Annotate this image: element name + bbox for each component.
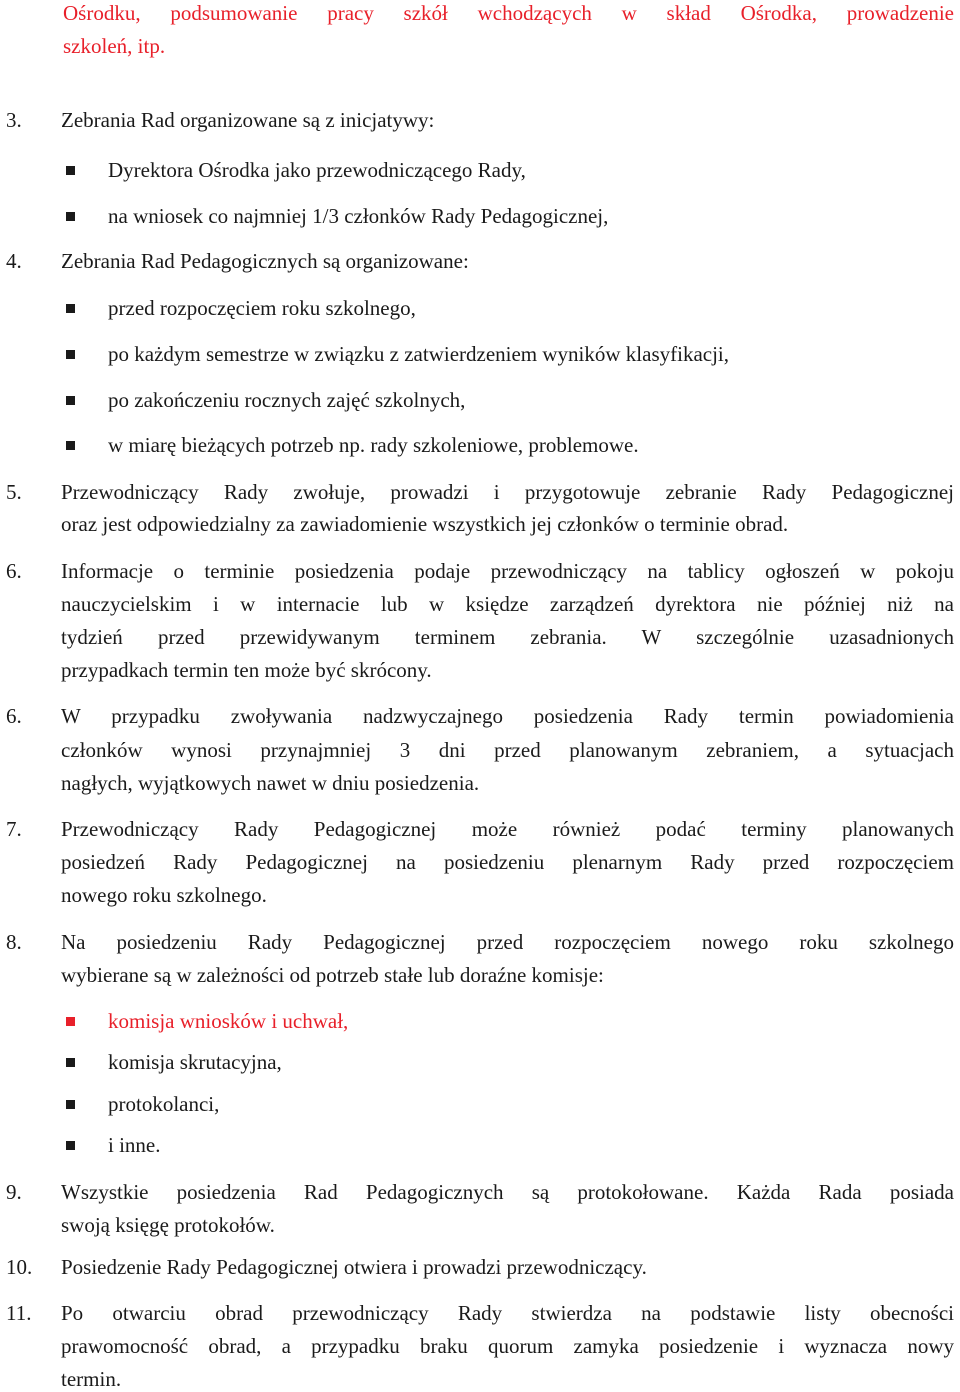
item-8-line-2: wybierane są w zależności od potrzeb stałe lub doraźne komisje: [61, 963, 604, 987]
item-6a-number: 6. [6, 559, 22, 583]
item-3-bullet-2: na wniosek co najmniej 1/3 członków Rady Pedagogicznej, [108, 204, 609, 228]
item-7-line-3: nowego roku szkolnego. [61, 883, 267, 907]
item-9-number: 9. [6, 1180, 22, 1204]
item-4-bullet-3: po zakończeniu rocznych zajęć szkolnych, [108, 388, 466, 412]
bullet-square-icon [66, 295, 76, 321]
bullet-square-icon [66, 1049, 76, 1075]
item-3-text: Zebrania Rad organizowane są z inicjatywy: [61, 108, 435, 132]
bullet-square-icon [66, 387, 76, 413]
item-10-text: Posiedzenie Rady Pedagogicznej otwiera i prowadzi przewodniczący. [61, 1255, 647, 1279]
item-4-number: 4. [6, 249, 22, 273]
item-5-line-1: Przewodniczący Rady zwołuje, prowadzi i przygotowuje zebranie Rady Pedagogicznej [61, 480, 954, 504]
bullet-square-icon [66, 157, 76, 183]
item-6a-line-3: tydzień przed przewidywanym terminem zebrania. W szczególnie uzasadnionych [61, 625, 954, 649]
item-8-number: 8. [6, 930, 22, 954]
bullet-square-icon [66, 1091, 76, 1117]
item-4-bullet-1: przed rozpoczęciem roku szkolnego, [108, 296, 416, 320]
item-4-bullet-4: w miarę bieżących potrzeb np. rady szkoleniowe, problemowe. [108, 433, 639, 457]
item-11-number: 11. [6, 1301, 32, 1325]
intro-line-1: Ośrodku, podsumowanie pracy szkół wchodzących w skład Ośrodka, prowadzenie [63, 1, 954, 25]
bullet-square-icon [66, 1008, 76, 1034]
item-8-bullet-4: i inne. [108, 1133, 161, 1157]
item-8-bullet-2: komisja skrutacyjna, [108, 1050, 282, 1074]
item-6b-line-2: członków wynosi przynajmniej 3 dni przed planowanym zebraniem, a sytuacjach [61, 738, 954, 762]
item-10-number: 10. [6, 1255, 33, 1279]
bullet-square-icon [66, 1132, 76, 1158]
item-9-line-2: swoją księgę protokołów. [61, 1213, 275, 1237]
item-8-bullet-3: protokolanci, [108, 1092, 220, 1116]
item-6b-line-3: nagłych, wyjątkowych nawet w dniu posiedzenia. [61, 771, 480, 795]
item-6a-line-4: przypadkach termin ten może być skrócony. [61, 658, 432, 682]
item-11-line-2: prawomocność obrad, a przypadku braku quorum zamyka posiedzenie i wyznacza nowy [61, 1334, 954, 1358]
item-4-bullet-2: po każdym semestrze w związku z zatwierdzeniem wyników klasyfikacji, [108, 342, 730, 366]
item-6b-line-1: W przypadku zwoływania nadzwyczajnego posiedzenia Rady termin powiadomienia [61, 704, 954, 728]
item-8-line-1: Na posiedzeniu Rady Pedagogicznej przed rozpoczęciem nowego roku szkolnego [61, 930, 954, 954]
item-7-number: 7. [6, 817, 22, 841]
item-7-line-1: Przewodniczący Rady Pedagogicznej może również podać terminy planowanych [61, 817, 954, 841]
intro-line-2: szkoleń, itp. [63, 34, 166, 58]
item-5-line-2: oraz jest odpowiedzialny za zawiadomienie wszystkich jej członków o terminie obrad. [61, 512, 789, 536]
item-6b-number: 6. [6, 704, 22, 728]
item-6a-line-2: nauczycielskim i w internacie lub w księdze zarządzeń dyrektora nie później niż na [61, 592, 954, 616]
item-3-bullet-1: Dyrektora Ośrodka jako przewodniczącego Rady, [108, 158, 526, 182]
item-11-line-3: termin. [61, 1367, 122, 1391]
item-9-line-1: Wszystkie posiedzenia Rad Pedagogicznych są protokołowane. Każda Rada posiada [61, 1180, 954, 1204]
item-5-number: 5. [6, 480, 22, 504]
item-4-text: Zebrania Rad Pedagogicznych są organizowane: [61, 249, 469, 273]
bullet-square-icon [66, 341, 76, 367]
bullet-square-icon [66, 203, 76, 229]
bullet-square-icon [66, 432, 76, 458]
item-8-bullet-1: komisja wniosków i uchwał, [108, 1009, 349, 1033]
item-6a-line-1: Informacje o terminie posiedzenia podaje przewodniczący na tablicy ogłoszeń w pokoju [61, 559, 954, 583]
item-3-number: 3. [6, 108, 22, 132]
item-11-line-1: Po otwarciu obrad przewodniczący Rady stwierdza na podstawie listy obecności [61, 1301, 954, 1325]
item-7-line-2: posiedzeń Rady Pedagogicznej na posiedzeniu plenarnym Rady przed rozpoczęciem [61, 850, 954, 874]
